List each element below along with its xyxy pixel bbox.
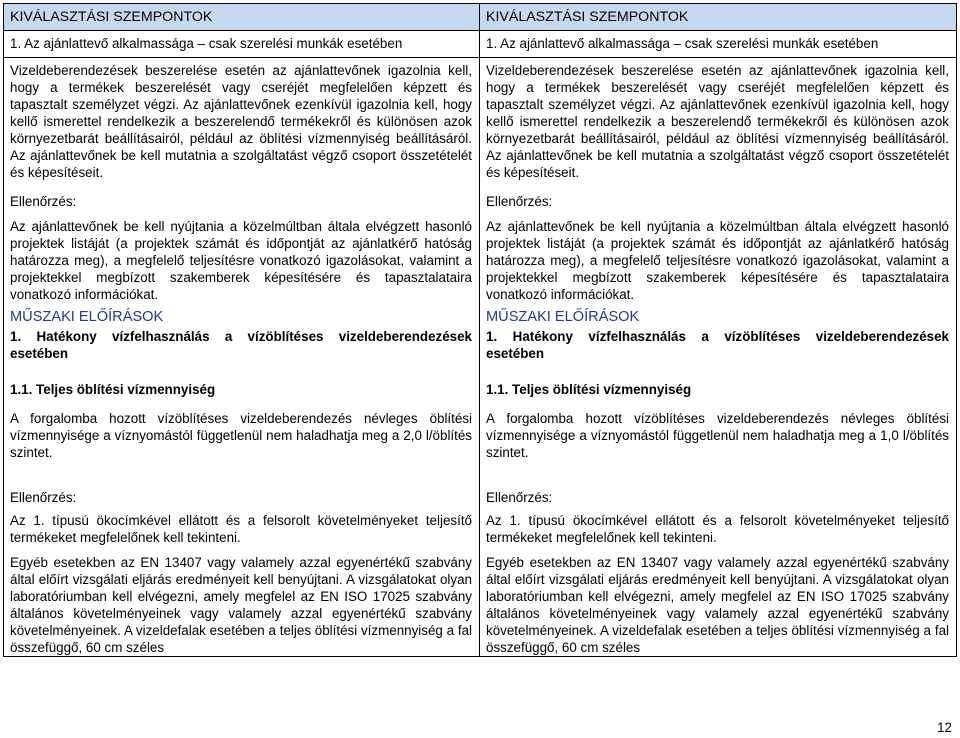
- right-header-cell: [480, 4, 957, 31]
- right-para3: Egyéb esetekben az EN 13407 vagy valamely azzal egyenértékű szabvány által előírt vizsgálati eljárás eredményeit kell benyújtani. A vizsgálatokat olyan laboratóriumban kell elvégezni, amely megfelel az EN ISO 17025 szabvány általános követelményeinek vagy valamely azzal egyenértékű szabvány követelményeinek. A vizeldefalak esetében a teljes öblítési vízmennyiség a fal összefüggő, 60 cm széles: [486, 555, 949, 655]
- right-check1-label: Ellenőrzés:: [486, 194, 553, 209]
- left-para2: A forgalomba hozott vízöblítéses vizeldeberendezés névleges öblítési vízmennyisége a víznyomástól függetlenül nem haladhatja meg a 2,0 l/öblítés szintet.: [10, 411, 472, 460]
- left-para3: Egyéb esetekben az EN 13407 vagy valamely azzal egyenértékű szabvány által előírt vizsgálati eljárás eredményeit kell benyújtani. A vizsgálatokat olyan laboratóriumban kell elvégezni, amely megfelel az EN ISO 17025 szabvány általános követelményeinek vagy valamely azzal egyenértékű szabvány követelményeinek. A vizeldefalak esetében a teljes öblítési vízmennyiség a fal összefüggő, 60 cm széles: [10, 555, 472, 655]
- right-tech-sub: 1. Hatékony vízfelhasználás a vízöblítéses vizeldeberendezések esetében: [486, 329, 949, 361]
- right-section1-cell: [480, 31, 957, 58]
- page-number: 12: [937, 720, 952, 735]
- left-tech-sub: 1. Hatékony vízfelhasználás a vízöblítéses vizeldeberendezések esetében: [10, 329, 472, 361]
- comparison-table: [3, 3, 957, 657]
- header-row: [4, 4, 957, 31]
- left-sub11: 1.1. Teljes öblítési vízmennyiség: [10, 382, 216, 397]
- right-check2-label: Ellenőrzés:: [486, 490, 553, 505]
- section1-row: [4, 31, 957, 58]
- body-row: [4, 58, 957, 657]
- right-body-cell: [480, 58, 957, 657]
- left-section1-cell: [4, 31, 480, 58]
- right-check2-text: Az 1. típusú ökocímkével ellátott és a felsorolt követelményeket teljesítő termékeket megfelelőnek kell tekinteni.: [486, 513, 949, 545]
- right-para2: A forgalomba hozott vízöblítéses vizeldeberendezés névleges öblítési vízmennyisége a víznyomástól függetlenül nem haladhatja meg a 1,0 l/öblítés szintet.: [486, 411, 949, 460]
- right-check1-text: Az ajánlattevőnek be kell nyújtania a közelmúltban általa elvégzett hasonló projektek listáját (a projektek számát és időpontját az ajánlatkérő hatóság határozza meg), a megfelelő teljesítésre vonatkozó igazolásokat, valamint a projektekkel megbízott szakemberek képesítésére és tapasztalataira vonatkozó információkat.: [486, 219, 949, 302]
- right-section1-title: 1. Az ajánlattevő alkalmassága – csak szerelési munkák esetében: [486, 36, 879, 51]
- right-header: KIVÁLASZTÁSI SZEMPONTOK: [486, 9, 689, 25]
- left-header: KIVÁLASZTÁSI SZEMPONTOK: [10, 9, 213, 25]
- left-section1-title: 1. Az ajánlattevő alkalmassága – csak szerelési munkák esetében: [10, 36, 403, 51]
- right-tech-heading: MŰSZAKI ELŐÍRÁSOK: [486, 309, 640, 325]
- left-para1: Vizeldeberendezések beszerelése esetén az ajánlattevőnek igazolnia kell, hogy a termékek beszerelését vagy cseréjét megfelelően képzett és tapasztalt személyzet végzi. Az ajánlattevőnek ezenkívül igazolnia kell, hogy kellő ismerettel rendelkezik a beszerelendő termékekről és különösen azok környezetbarát beállításairól, például az öblítési vízmennyiség beállításáról. Az ajánlattevőnek be kell mutatnia a szolgáltatást végző csoport összetételét és képesítéseit.: [10, 63, 472, 180]
- left-check2-label: Ellenőrzés:: [10, 490, 77, 505]
- right-sub11: 1.1. Teljes öblítési vízmennyiség: [486, 382, 692, 397]
- left-check2-text: Az 1. típusú ökocímkével ellátott és a felsorolt követelményeket teljesítő termékeket megfelelőnek kell tekinteni.: [10, 513, 472, 545]
- right-para1: Vizeldeberendezések beszerelése esetén az ajánlattevőnek igazolnia kell, hogy a termékek beszerelését vagy cseréjét megfelelően képzett és tapasztalt személyzet végzi. Az ajánlattevőnek ezenkívül igazolnia kell, hogy kellő ismerettel rendelkezik a beszerelendő termékekről és különösen azok környezetbarát beállításairól, például az öblítési vízmennyiség beállításáról. Az ajánlattevőnek be kell mutatnia a szolgáltatást végző csoport összetételét és képesítéseit.: [486, 63, 949, 180]
- left-tech-heading: MŰSZAKI ELŐÍRÁSOK: [10, 309, 164, 325]
- left-header-cell: [4, 4, 480, 31]
- left-check1-text: Az ajánlattevőnek be kell nyújtania a közelmúltban általa elvégzett hasonló projektek listáját (a projektek számát és időpontját az ajánlatkérő hatóság határozza meg), a megfelelő teljesítésre vonatkozó igazolásokat, valamint a projektekkel megbízott szakemberek képesítésére és tapasztalataira vonatkozó információkat.: [10, 219, 472, 302]
- left-body-cell: [4, 58, 480, 657]
- left-check1-label: Ellenőrzés:: [10, 194, 77, 209]
